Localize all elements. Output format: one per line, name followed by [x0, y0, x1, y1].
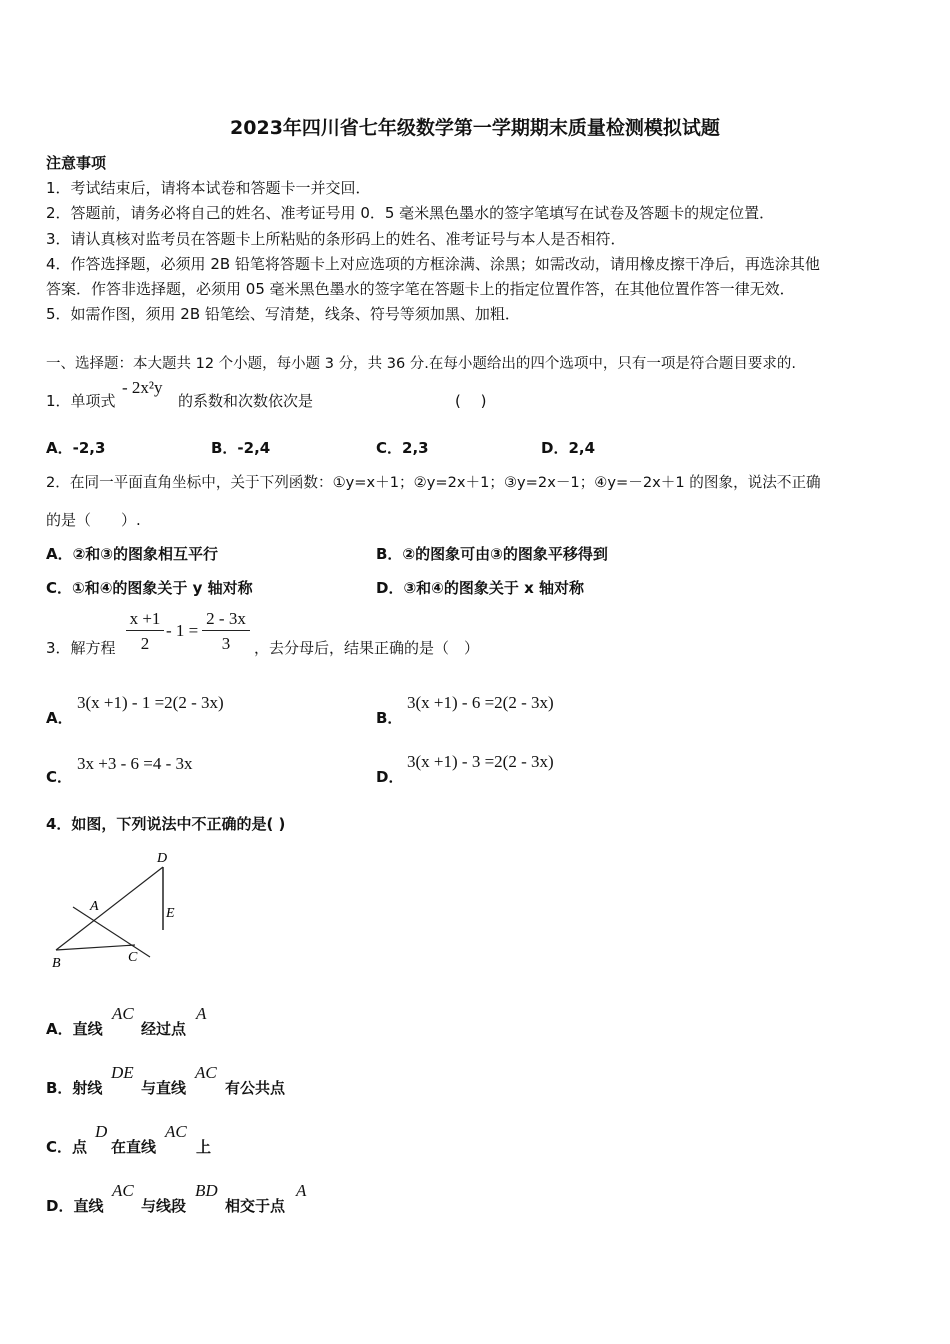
option-c: C．2,3 [376, 439, 429, 457]
option-b-math: 3(x +1) - 6 =2(2 - 3x) [407, 693, 554, 712]
option-b-text: B．射线 [46, 1079, 103, 1097]
label-b: B [52, 956, 61, 971]
option-d-label: D． [376, 768, 404, 786]
option-d-text: D．直线 [46, 1197, 104, 1215]
geometry-figure [40, 845, 190, 975]
option-c-math: 3x +3 - 6 =4 - 3x [77, 754, 193, 773]
option-d-math: BD [195, 1181, 218, 1200]
note-item: 答案．作答非选择题，必须用 05 毫米黑色墨水的签字笔在答题卡上的指定位置作答，在其他位置作答一律无效． [46, 280, 795, 298]
question-1-math: - 2x²y [122, 378, 163, 397]
option-b: B．-2,4 [211, 439, 271, 457]
question-2-line2: 的是（ ）. [46, 511, 141, 529]
question-3-prefix: 3．解方程 [46, 639, 116, 657]
option-d: D．2,4 [541, 439, 596, 457]
option-d: D．③和④的图象关于 x 轴对称 [376, 579, 584, 597]
page-title: 2023年四川省七年级数学第一学期期末质量检测模拟试题 [230, 117, 720, 139]
note-item: 2．答题前，请务必将自己的姓名、准考证号用 0．5 毫米黑色墨水的签字笔填写在试卷及答题卡的规定位置． [46, 204, 775, 222]
label-e: E [166, 906, 175, 921]
question-3-suffix: ，去分母后，结果正确的是（ ） [254, 639, 480, 657]
note-item: 5．如需作图，须用 2B 铅笔绘、写清楚，线条、符号等须加黑、加粗． [46, 305, 520, 323]
fraction-bar [202, 630, 250, 631]
option-b-math: DE [111, 1063, 134, 1082]
line-bd [56, 867, 163, 950]
option-b-math: AC [195, 1063, 217, 1082]
equation-middle: - 1 = [166, 621, 199, 640]
option-a-text: 经过点 [141, 1020, 187, 1038]
option-c-math: D [95, 1122, 108, 1141]
option-c-math: AC [165, 1122, 187, 1141]
option-a-text: A．直线 [46, 1020, 103, 1038]
label-a: A [90, 899, 99, 914]
option-c: C．①和④的图象关于 y 轴对称 [46, 579, 253, 597]
option-b-text: 与直线 [141, 1079, 187, 1097]
option-c-text: 在直线 [111, 1138, 157, 1156]
question-4-stem: 4．如图，下列说法中不正确的是( ) [46, 815, 286, 833]
line-ac [73, 907, 150, 957]
option-a: A．-2,3 [46, 439, 106, 457]
option-c-text: 上 [196, 1138, 212, 1156]
note-item: 3．请认真核对监考员在答题卡上所粘贴的条形码上的姓名、准考证号与本人是否相符． [46, 230, 626, 248]
option-a: A．②和③的图象相互平行 [46, 545, 219, 563]
note-item: 1．考试结束后，请将本试卷和答题卡一并交回． [46, 179, 371, 197]
question-2-line1: 2．在同一平面直角坐标中，关于下列函数：①y=x＋1；②y=2x＋1；③y=2x－1；④y=－2x＋1 的图象，说法不正确 [46, 474, 821, 491]
option-b-text: 有公共点 [225, 1079, 286, 1097]
line-bc [56, 945, 135, 950]
section-heading: 一、选择题：本大题共 12 个小题，每小题 3 分，共 36 分.在每小题给出的四个选项中，只有一项是符合题目要求的. [46, 356, 796, 372]
option-c-label: C． [46, 768, 73, 786]
option-a-math: AC [112, 1004, 134, 1023]
option-b-label: B． [376, 709, 403, 727]
option-c-text: C．点 [46, 1138, 88, 1156]
fraction-1-numerator: x +1 [129, 609, 161, 628]
question-1-suffix: 的系数和次数依次是 [178, 392, 314, 410]
option-d-text: 相交于点 [225, 1197, 286, 1215]
option-a-math: A [196, 1004, 207, 1023]
option-a-math: 3(x +1) - 1 =2(2 - 3x) [77, 693, 224, 712]
fraction-1-denominator: 2 [140, 634, 150, 653]
fraction-2-numerator: 2 - 3x [206, 609, 246, 628]
option-d-math: AC [112, 1181, 134, 1200]
question-1-prefix: 1．单项式 [46, 392, 116, 410]
note-item: 4．作答选择题，必须用 2B 铅笔将答题卡上对应选项的方框涂满、涂黑；如需改动，请用橡皮擦干净后，再选涂其他 [46, 255, 820, 273]
option-a-label: A． [46, 709, 73, 727]
option-d-math: A [296, 1181, 307, 1200]
label-c: C [128, 950, 138, 965]
option-d-math: 3(x +1) - 3 =2(2 - 3x) [407, 752, 554, 771]
fraction-bar [126, 630, 164, 631]
option-b: B．②的图象可由③的图象平移得到 [376, 545, 608, 563]
label-d: D [157, 851, 168, 866]
answer-paren: ( ) [455, 392, 487, 410]
fraction-2-denominator: 3 [221, 634, 231, 653]
option-d-text: 与线段 [141, 1197, 187, 1215]
notes-heading: 注意事项 [46, 154, 107, 172]
